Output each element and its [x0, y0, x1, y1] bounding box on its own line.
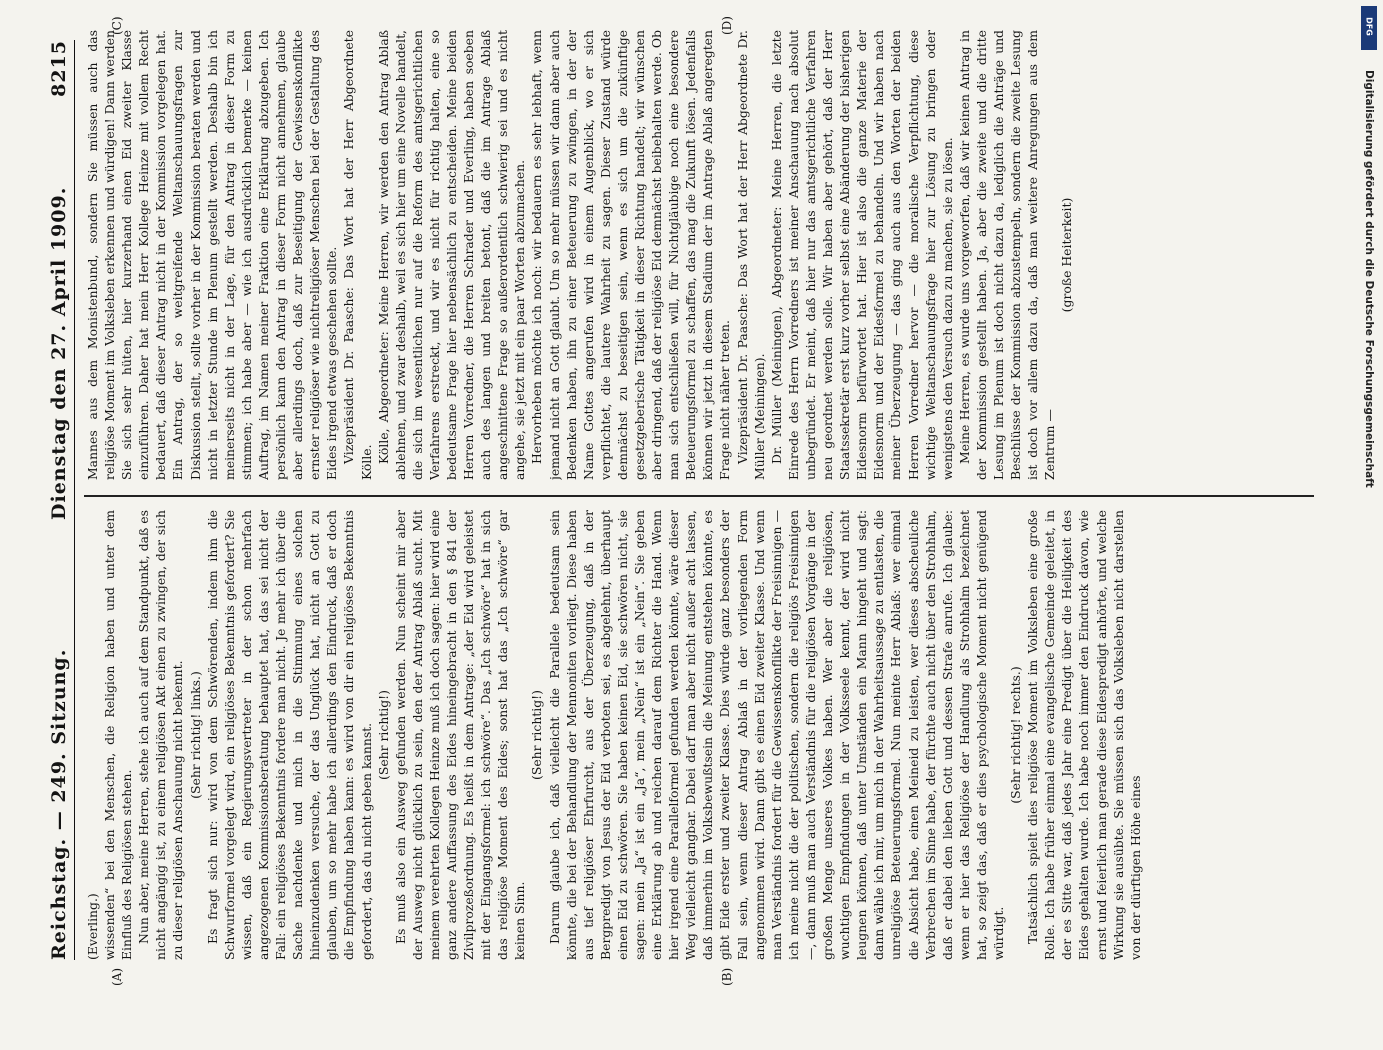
- margin-marker-c: (C): [110, 16, 124, 35]
- paragraph: (Everling.): [85, 893, 100, 960]
- column-divider: [84, 496, 1314, 498]
- paragraph: wissenden“ bei den Menschen, die Religion haben und unter dem Einfluß des Religiösen stehen.: [102, 510, 135, 960]
- dfg-logo: DFG: [1361, 6, 1377, 50]
- paragraph: (Sehr richtig! links.): [187, 671, 203, 799]
- digitization-credit: [1359, 10, 1377, 990]
- credit-text: Digitalisierung gefördert durch die Deutsche Forschungsgemeinschaft: [1363, 70, 1375, 488]
- paragraph: Kölle, Abgeordneter: Meine Herren, wir werden den Antrag Ablaß ablehnen, und zwar deshalb, weil es sich hier um eine Novelle handelt, die sich im wesentlichen nur auf die Reform des amtsgerichtlichen Verfahrens erstreckt, und wir es nicht für richtig halten, eine so bedeutsame Frage hier nebensächlich zu entscheiden. Meine beiden Herren Vorredner, die Herren Schrader und Everling, haben soeben auch des langen und breiten betont, daß die im Antrage Ablaß angeschnittene Frage so außerordentlich schwierig sei und es nicht angehe, sie jetzt mit ein paar Worten abzumachen.: [375, 30, 528, 480]
- header-left: Reichstag. — 249. Sitzung.: [48, 648, 70, 960]
- paragraph: (Sehr richtig! rechts.): [1008, 666, 1024, 804]
- page-header: [48, 40, 75, 960]
- header-date: Dienstag den 27. April 1909.: [48, 186, 70, 520]
- margin-marker-d: (D): [720, 16, 734, 35]
- paragraph: Es fragt sich nur: wird von dem Schwörenden, indem ihm die Schwurformel vorgelegt wird, ein religiöses Bekenntnis gefordert? Sie wissen, daß ein Regierungsvertreter in der schon mehrfach angezogenen Kommissionsberatung behauptet hat, das sei nicht der Fall: ein religiöses Bekenntnis fordere man nicht. Je mehr ich über die Sache nachdenke und mich in die Stimmung eines solchen hineinzudenken versuche, der das Unglück hat, nicht an Gott zu glauben, um so mehr habe ich allerdings den Eindruck, daß er doch die Empfindung haben kann: es wird von dir ein religiöses Bekenntnis gefordert, das du nicht geben kannst.: [204, 510, 374, 960]
- paragraph: Darum glaube ich, daß vielleicht die Parallele bedeutsam sein könnte, die bei der Behandlung der Mennoniten vorliegt. Diese haben aus tief religiöser Ehrfurcht, aus der Überzeugung, daß in der Bergpredigt von Jesus der Eid verboten sei, es abgelehnt, überhaupt einen Eid zu schwören. Sie haben keinen Eid, sie schwören nicht, sie sagen: mein „Ja“ ist ein „Ja“, mein „Nein“ ist ein „Nein“. Sie geben eine Erklärung ab und reichen darauf dem Richter die Hand. Wenn hier irgend eine Parallelformel gefunden werden könnte, wäre dieser Weg vielleicht gangbar. Dabei darf man aber nicht außer acht lassen, daß immerhin im Volksbewußtsein die Meinung entstehen könnte, es gibt Eide erster und zweiter Klasse. Dies würde ganz besonders der Fall sein, wenn dieser Antrag Ablaß in der vorliegenden Form angenommen wird. Dann gibt es einen Eid zweiter Klasse. Und wenn man Verständnis fordert für die Gewissenskonflikte der Freisinnigen — ich meine nicht die der politischen, sondern die religiös Freisinnigen —, dann muß man auch Verständnis für die religiösen Vorgänge in der großen Menge unseres Volkes haben. Wer aber die religiösen, wuchtigen Empfindungen in der Volksseele kennt, der wird nicht leugnen können, daß unter Umständen ein Mann hingeht und sagt: dann wähle ich mir, um mich in der Wahrheitsaussage zu entlasten, die unreligiöse Beteuerungsformel. Nun meinte Herr Ablaß: wer einmal die Absicht habe, einen Meineid zu leisten, wer dieses abscheuliche Verbrechen im Sinne habe, der fürchte auch nicht über den Strohhalm, daß er dabei den lieben Gott und dessen Strafe anrufe. Ich glaube: wenn er hier das Religiöse der Handlung als Strohhalm bezeichnet hat, so zeigt das, daß er dies psychologische Moment nicht genügend würdigt.: [546, 510, 1006, 960]
- margin-marker-a: (A): [110, 967, 124, 986]
- text-column-left: [84, 510, 1314, 960]
- paragraph: Mannes aus dem Monistenbund, sondern Sie müssen auch das religiöse Moment im Volksleben erkennen und würdigen! Dann werden Sie sich sehr hüten, hier kurzerhand einen Eid zweiter Klasse einzuführen. Daher hat mein Herr Kollege Heinze mit vollem Recht bedauert, daß dieser Antrag nicht in der Kommission vorgelegen hat. Ein Antrag, der so weitgreifende Weltanschauungsfragen zur Diskussion stellt, sollte vorher in der Kommission beraten werden und nicht in letzter Stunde im Plenum gestellt werden. Deshalb bin ich meinerseits nicht in der Lage, für den Antrag in dieser Form zu stimmen; ich habe aber — wie ich ausdrücklich bemerke — keinen Auftrag, im Namen meiner Fraktion eine Erklärung abzugeben. Ich persönlich kann den Antrag in dieser Form nicht annehmen, glaube aber allerdings doch, daß zur Beseitigung der Gewissenskonflikte ernster religiöser wie nichtreligiöser Menschen bei der Gestaltung des Eides irgend etwas geschehen sollte.: [85, 30, 340, 480]
- paragraph: Tatsächlich spielt dies religiöse Moment im Volksleben eine große Rolle. Ich habe früher einmal eine evangelische Gemeinde geleitet, in der es Sitte war, daß jedes Jahr eine Predigt über die Heiligkeit des Eides gehalten wurde. Ich habe noch immer den Eindruck davon, wie ernst und feierlich man gerade diese Eidespredigt anhörte, und welche Wirkung sie ausübte. Sie müssen sich das Volksleben nicht darstellen von der dürftigen Höhe eines: [1025, 510, 1143, 960]
- paragraph: Nun aber, meine Herren, stehe ich auch auf dem Standpunkt, daß es nicht angängig ist, zu einem religiösen Akt einen zu zwingen, der sich zu dieser religiösen Anschauung nicht bekennt.: [136, 510, 186, 960]
- paragraph: Dr. Müller (Meiningen), Abgeordneter: Meine Herren, die letzte Einrede des Herrn Vorredners ist meiner Anschauung nach absolut unbegründet. Er meint, daß hier nur das amtsgerichtliche Verfahren neu geordnet werden solle. Wir haben aber gehört, daß der Herr Staatssekretär erst kurz vorher selbst eine Abänderung der bisherigen Eidesnorm befürwortet hat. Hier ist also die ganze Materie der Eidesnorm und der Eidesformel zu behandeln. Und wir haben nach meiner Überzeugung — das ging auch aus den Worten der beiden Herren Vorredner hervor — die moralische Verpflichtung, diese wichtige Weltanschauungsfrage hier zur Lösung zu bringen oder wenigstens den Versuch dazu zu machen, sie zu lösen.: [768, 30, 955, 480]
- paragraph: Es muß also ein Ausweg gefunden werden. Nun scheint mir aber der Ausweg nicht glücklich zu sein, den der Antrag Ablaß sucht. Mit meinem verehrten Kollegen Heinze muß ich doch sagen: hier wird eine ganz andere Auffassung des Eides hineingebracht in den § 841 der Zivilprozeßordnung. Es heißt in dem Antrage: „der Eid wird geleistet mit der Eingangsformel: ich schwöre“. Das „Ich schwöre“ hat in sich das religiöse Moment des Eides; sonst hat das „Ich schwöre“ gar keinen Sinn.: [392, 510, 528, 960]
- text-column-right: [84, 30, 1314, 480]
- paragraph: (große Heiterkeit): [1059, 197, 1075, 313]
- paragraph: Meine Herren, es wurde uns vorgeworfen, daß wir keinen Antrag in der Kommission gestellt haben. Ja, aber die zweite und die dritte Lesung im Plenum ist doch nicht dazu da, lediglich die Anträge und Beschlüsse der Kommission abzustempeln, sondern die zweite Lesung ist doch vor allem dazu da, daß man weitere Anregungen aus dem Zentrum —: [956, 30, 1058, 480]
- paragraph: (Sehr richtig!): [375, 690, 391, 780]
- page-number: 8215: [48, 40, 70, 97]
- margin-marker-b: (B): [720, 967, 734, 986]
- paragraph: (Sehr richtig!): [529, 690, 545, 780]
- paragraph: Hervorheben möchte ich noch: wir bedauern es sehr lebhaft, wenn jemand nicht an Gott glaubt. Um so mehr müssen wir dann aber auch Bedenken haben, ihn zu einer Beteuerung zu zwingen, in der der Name Gottes angerufen wird in einem Augenblick, wo er sich verpflichtet, die lautere Wahrheit zu sagen. Dieser Zustand würde demnächst zu beseitigen sein, wenn es sich um die zukünftige gesetzgeberische Tätigkeit in dieser Richtung handelt; wir wünschen aber dringend, daß der religiöse Eid demnächst beibehalten werde. Ob man sich entschließen will, für Nichtgläubige noch eine besondere Beteuerungsformel zu schaffen, das mag die Zukunft lösen. Jedenfalls können wir jetzt in diesem Stadium der im Antrage Ablaß angeregten Frage nicht näher treten.: [529, 30, 733, 480]
- paragraph: Vizepräsident Dr. Paasche: Das Wort hat der Herr Abgeordnete Kölle.: [341, 30, 374, 480]
- paragraph: Vizepräsident Dr. Paasche: Das Wort hat der Herr Abgeordnete Dr. Müller (Meiningen).: [734, 30, 767, 480]
